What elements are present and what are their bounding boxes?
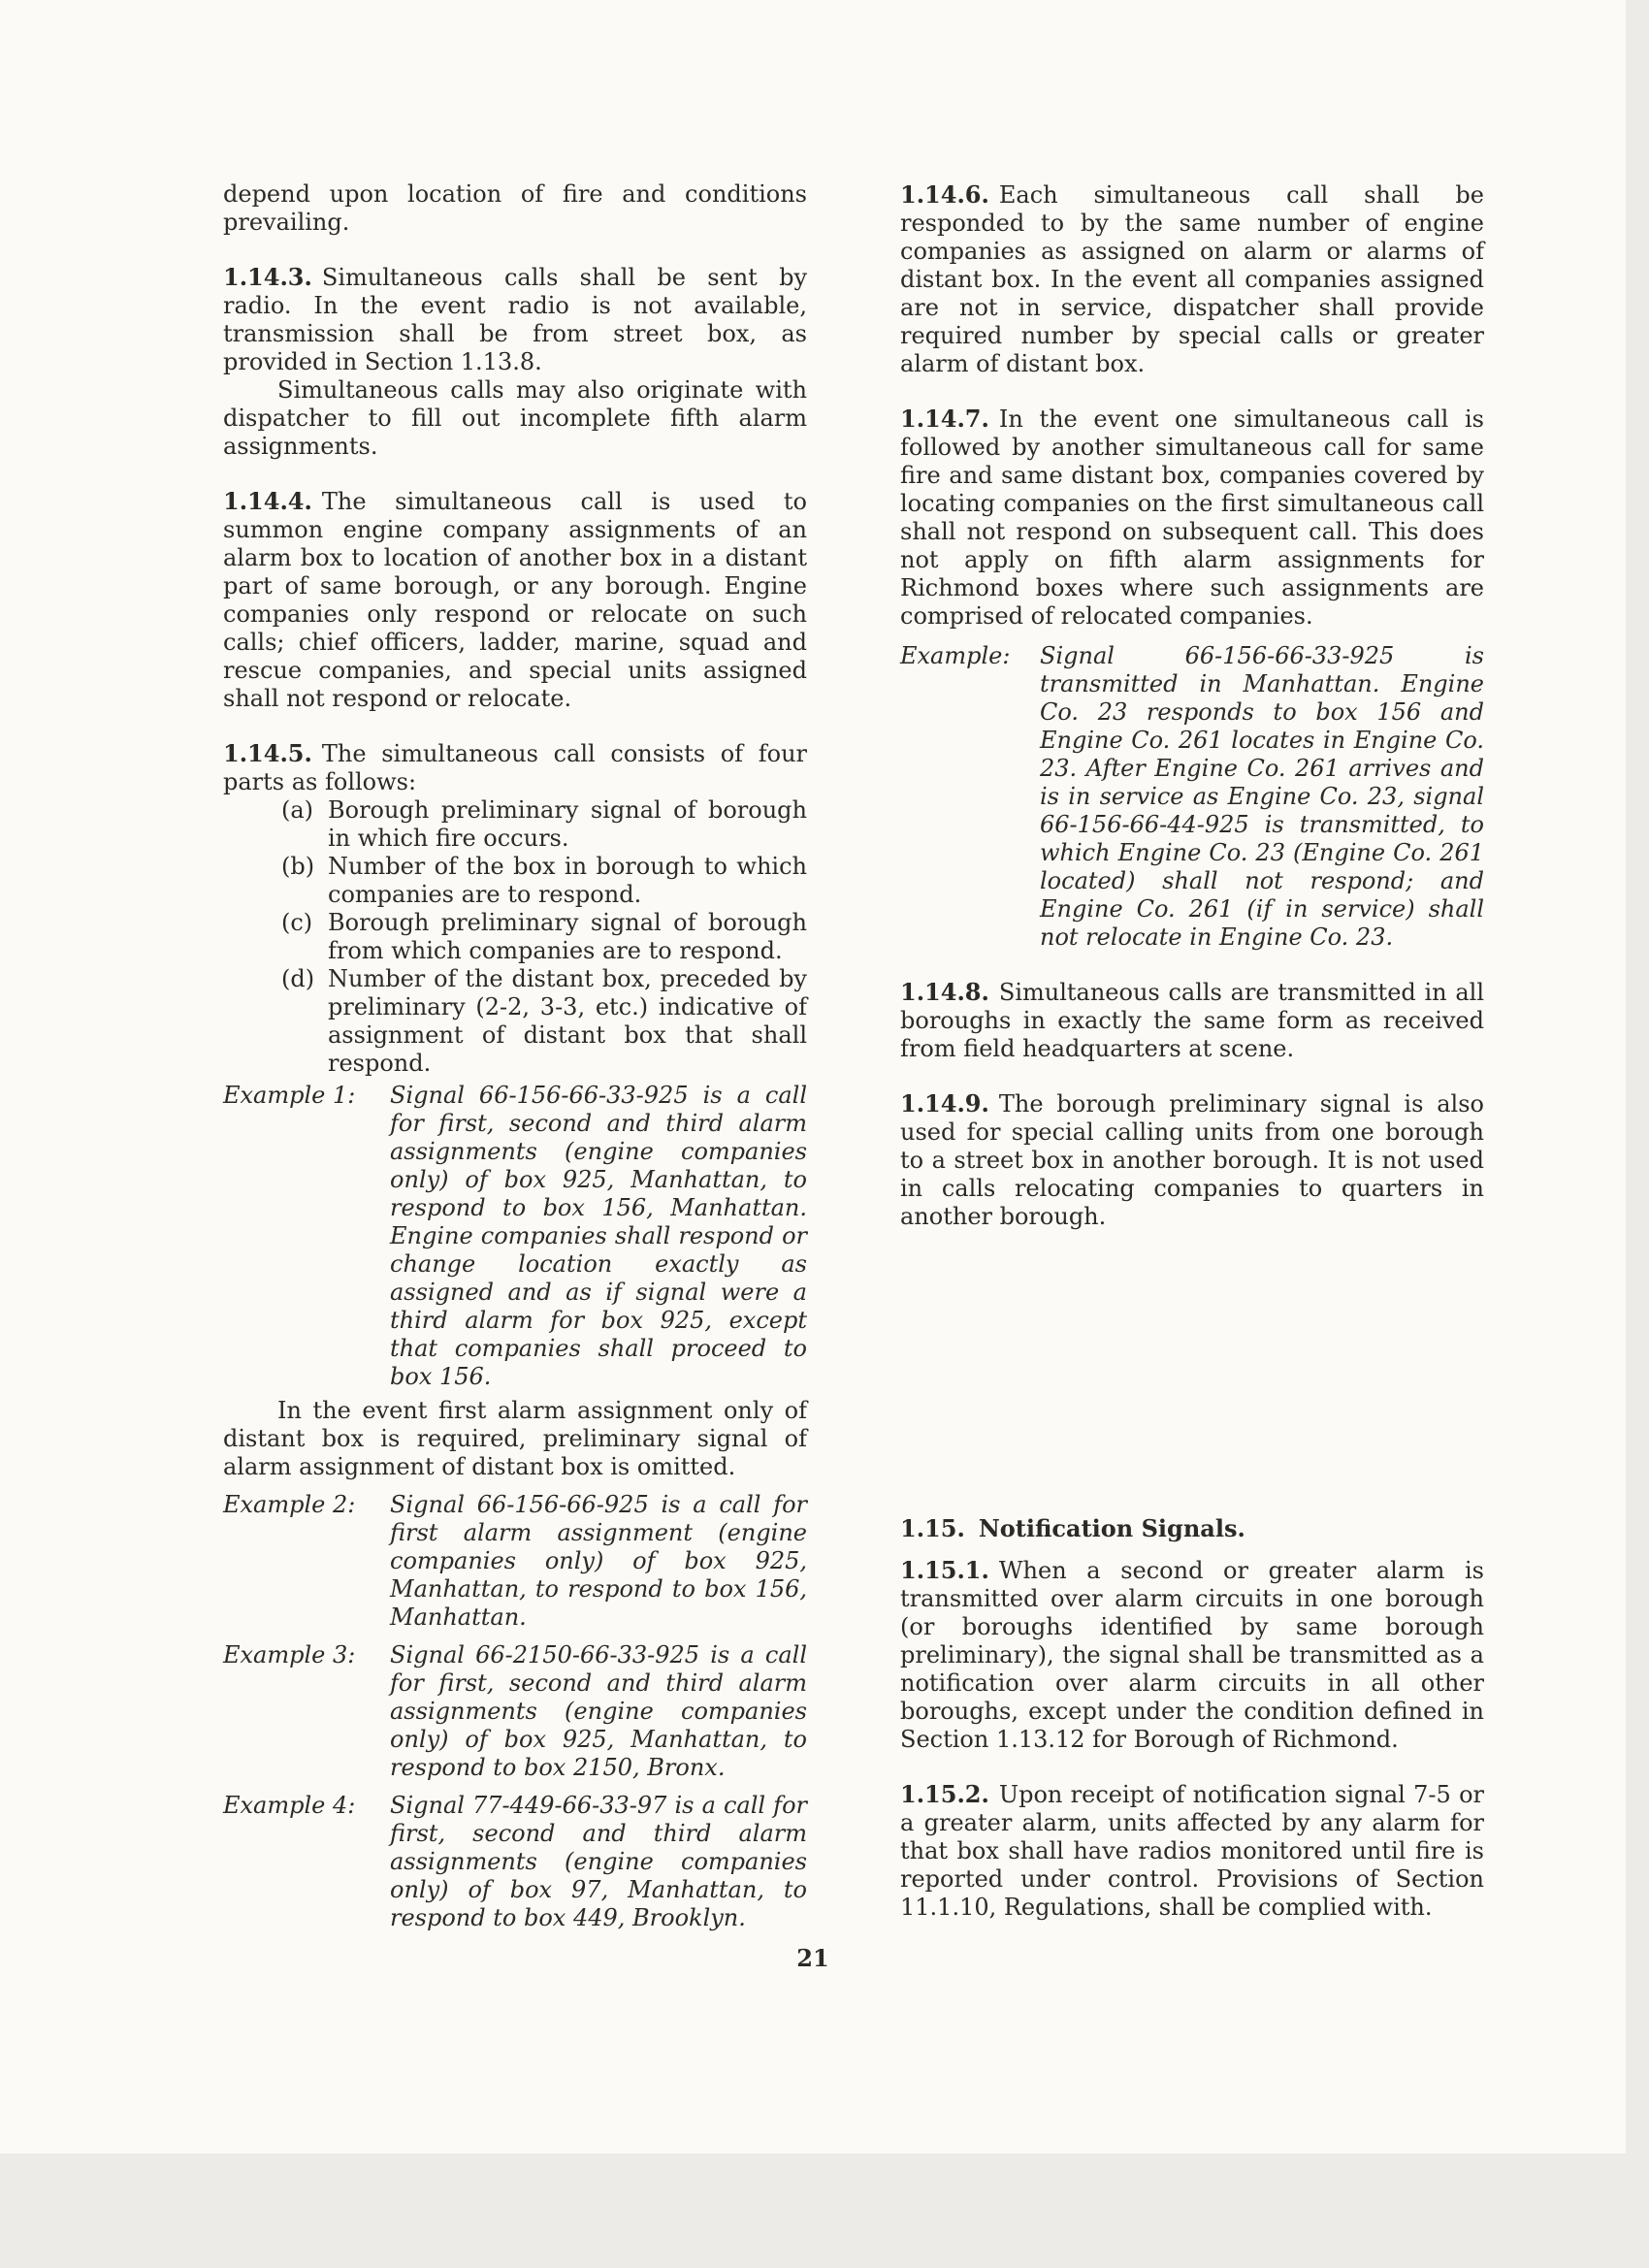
list-item [281, 965, 807, 1078]
example-4 [223, 1792, 807, 1932]
example-text: Signal 66-156-66-33-925 is transmitted in Manhattan. Engine Co. 23 responds to box 156 and Engine Co. 261 locates in Engine Co. 23. After Engine Co. 261 arrives and is in service as Engine Co. 23, signal 66-156-66-44-925 is transmitted, to which Engine Co. 23 (Engine Co. 261 located) shall not respond; and Engine Co. 261 (if in service) shall not relocate in Engine Co. 23. [1040, 642, 1484, 951]
section-text: Upon receipt of notification signal 7-5 or a greater alarm, units affected by any alarm for that box shall have radios monitored until fire is reported under control. Provisions of Section 11.1.10, Regulations, shall be complied with. [900, 1781, 1484, 1921]
example-label: Example 2: [223, 1491, 356, 1518]
right-column [900, 180, 1484, 1922]
page-number: 21 [796, 1944, 829, 1972]
section-heading [900, 1514, 1484, 1542]
section-number: 1.14.9. [900, 1089, 989, 1118]
section-text: In the event one simultaneous call is followed by another simultaneous call for same fire and same distant box, companies covered by locating companies on the first simultaneous call shall not respond on subsequent call. This does not apply on fifth alarm assignments for Richmond boxes where such assignments are comprised of relocated companies. [900, 405, 1484, 630]
list-item-label: (b) [281, 853, 315, 880]
example-text: Signal 77-449-66-33-97 is a call for first, second and third alarm assignments (engine companies only) of box 97, Manhattan, to respond to box 449, Brooklyn. [390, 1792, 807, 1931]
list-item-text: Number of the distant box, preceded by preliminary (2-2, 3-3, etc.) indicative of assignment of distant box that shall respond. [328, 965, 807, 1077]
section-text: Simultaneous calls shall be sent by radio. In the event radio is not available, transmission shall be from street box, as provided in Section 1.13.8. [223, 264, 807, 375]
list-item-label: (d) [281, 965, 315, 992]
section-1-14-9 [900, 1089, 1484, 1231]
paragraph-continuation: depend upon location of fire and conditions prevailing. [223, 180, 807, 236]
example-text: Signal 66-2150-66-33-925 is a call for first, second and third alarm assignments (engine companies only) of box 925, Manhattan, to respond to box 2150, Bronx. [390, 1641, 807, 1781]
section-1-14-8 [900, 978, 1484, 1063]
list-item [281, 909, 807, 965]
example-label: Example: [900, 642, 1011, 669]
list-item [281, 796, 807, 853]
section-number: 1.14.3. [223, 263, 312, 291]
section-1-14-5-continued: In the event first alarm assignment only of distant box is required, preliminary signal of alarm assignment of distant box is omitted. [223, 1397, 807, 1480]
section-1-14-3 [223, 263, 807, 376]
section-1-14-3-continued: Simultaneous calls may also originate with dispatcher to fill out incomplete fifth alarm assignments. [223, 376, 807, 460]
section-1-14-7 [900, 405, 1484, 631]
example-text: Signal 66-156-66-33-925 is a call for first, second and third alarm assignments (engine companies only) of box 925, Manhattan, to respond to box 156, Manhattan. Engine companies shall respond or change location exactly as assigned and as if signal were a third alarm for box 925, except that companies shall proceed to box 156. [390, 1082, 807, 1390]
list-item-label: (c) [281, 909, 313, 936]
list-item-label: (a) [281, 796, 314, 824]
section-text: The simultaneous call consists of four parts as follows: [223, 740, 807, 795]
example-1 [223, 1082, 807, 1391]
example-3 [223, 1641, 807, 1782]
example-label: Example 4: [223, 1792, 356, 1819]
section-text: The borough preliminary signal is also used for special calling units from one borough to a street box in another borough. It is not used in calls relocating companies to quarters in another borough. [900, 1090, 1484, 1230]
section-1-14-5 [223, 739, 807, 796]
section-1-14-6 [900, 180, 1484, 378]
section-title: Notification Signals. [978, 1514, 1245, 1542]
example-label: Example 1: [223, 1082, 356, 1109]
list-item [281, 853, 807, 909]
section-1-15-1 [900, 1556, 1484, 1754]
section-number: 1.14.7. [900, 405, 989, 433]
section-number: 1.15.1. [900, 1556, 989, 1584]
section-number: 1.14.8. [900, 978, 989, 1006]
section-number: 1.15.2. [900, 1780, 989, 1808]
list-item-text: Number of the box in borough to which companies are to respond. [328, 853, 807, 908]
list-item-text: Borough preliminary signal of borough in which fire occurs. [328, 796, 807, 852]
example-text: Signal 66-156-66-925 is a call for first alarm assignment (engine companies only) of box 925, Manhattan, to respond to box 156, Manhattan. [390, 1491, 807, 1631]
section-number: 1.14.6. [900, 180, 989, 209]
list-item-text: Borough preliminary signal of borough from which companies are to respond. [328, 909, 807, 964]
section-text: Each simultaneous call shall be responded to by the same number of engine companies as assigned on alarm or alarms of distant box. In the event all companies assigned are not in service, dispatcher shall provide required number by special calls or greater alarm of distant box. [900, 181, 1484, 377]
example-label: Example 3: [223, 1641, 356, 1669]
section-text: When a second or greater alarm is transmitted over alarm circuits in one borough (or boroughs identified by same borough preliminary), the signal shall be transmitted as a notification over alarm circuits in all other boroughs, except under the condition defined in Section 1.13.12 for Borough of Richmond. [900, 1557, 1484, 1753]
section-text: The simultaneous call is used to summon engine company assignments of an alarm box to location of another box in a distant part of same borough, or any borough. Engine companies only respond or relocate on such calls; chief officers, ladder, marine, squad and rescue companies, and special units assigned shall not respond or relocate. [223, 488, 807, 712]
section-number: 1.14.5. [223, 739, 312, 767]
section-number: 1.15. [900, 1514, 965, 1542]
left-column [223, 180, 807, 1932]
section-text: Simultaneous calls are transmitted in all boroughs in exactly the same form as received from field headquarters at scene. [900, 979, 1484, 1062]
section-1-15-2 [900, 1780, 1484, 1922]
example [900, 642, 1484, 952]
section-1-14-4 [223, 487, 807, 713]
section-number: 1.14.4. [223, 487, 312, 515]
example-2 [223, 1491, 807, 1632]
